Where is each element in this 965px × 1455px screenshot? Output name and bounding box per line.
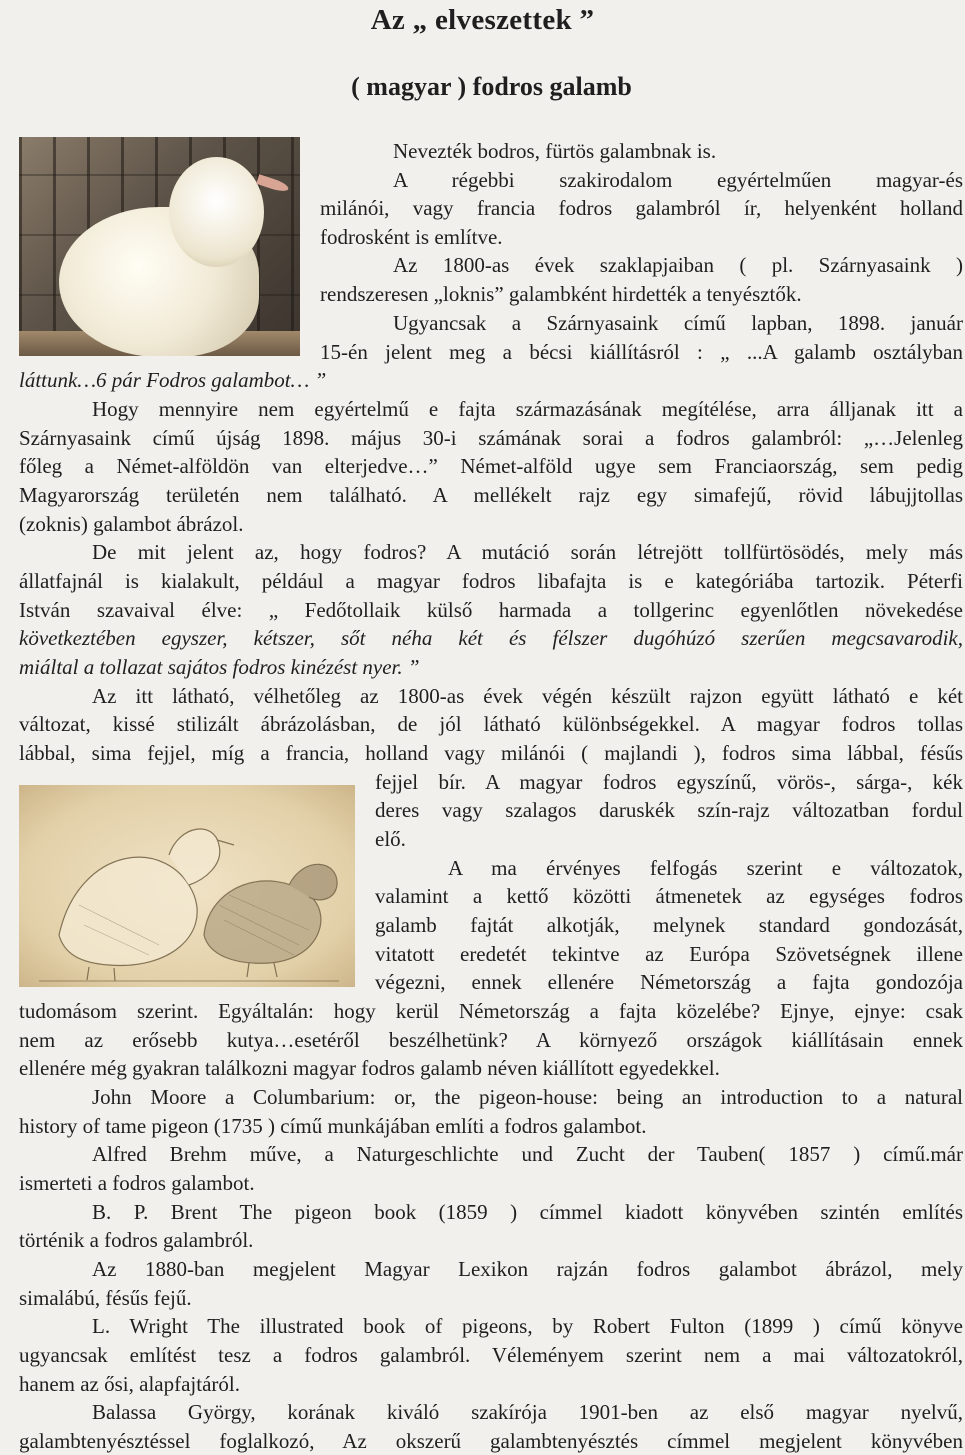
text-line: A ma érvényes felfogás szerint e változatok, bbox=[448, 856, 963, 880]
text-line: végezni, ennek ellenére Németország a fajta gondozója bbox=[375, 970, 963, 994]
text-line: hanem az ősi, alapfajtáról. bbox=[19, 1372, 240, 1396]
text-line: deres vagy szalagos daruskék szín-rajz változatban fordul bbox=[375, 798, 963, 822]
text-line: láttunk…6 pár Fodros galambot… ” bbox=[19, 368, 327, 392]
text-line: L. Wright The illustrated book of pigeons, by Robert Fulton (1899 ) című könyve bbox=[92, 1314, 963, 1338]
text-line: milánói, vagy francia fodros galambról ír, helyenként holland bbox=[320, 196, 963, 220]
text-line: nem az erősebb kutya…esetéről beszélhetünk? A környező országok kiállításain ennek bbox=[19, 1028, 963, 1052]
text-line: Balassa György, korának kiváló szakírója 1901-ben az első magyar nyelvű, bbox=[92, 1400, 963, 1424]
text-line: Szárnyasaink című újság 1898. május 30-i számának sorai a fodros galambról: „…Jelenleg bbox=[19, 426, 963, 450]
text-line: következtében egyszer, kétszer, sőt néha két és félszer dugóhúzó szerűen megcsavarodik, bbox=[19, 626, 963, 650]
text-line: Hogy mennyire nem egyértelmű e fajta származásának megítélése, arra álljanak itt a bbox=[92, 397, 963, 421]
text-line: B. P. Brent The pigeon book (1859 ) címmel kiadott könyvében szintén említés bbox=[92, 1200, 963, 1224]
text-line: ismerteti a fodros galambot. bbox=[19, 1171, 255, 1195]
text-line: Magyarország területén nem található. A mellékelt rajz egy simafejű, rövid lábujjtollas bbox=[19, 483, 963, 507]
text-line: lábbal, sima fejjel, míg a francia, holland vagy milánói ( majlandi ), fodros sima lábbal, fésűs bbox=[19, 741, 963, 765]
text-line: fejjel bír. A magyar fodros egyszínű, vörös-, sárga-, kék bbox=[375, 770, 963, 794]
text-line: Alfred Brehm műve, a Naturgeschlichte und Zucht der Tauben( 1857 ) című.már bbox=[92, 1142, 963, 1166]
text-line: Nevezték bodros, fürtös galambnak is. bbox=[393, 139, 717, 163]
text-line: John Moore a Columbarium: or, the pigeon-house: being an introduction to a natural bbox=[92, 1085, 963, 1109]
text-line: fodrosként is említve. bbox=[320, 225, 503, 249]
text-line: elő. bbox=[375, 827, 406, 851]
text-line: állatfajnál is kialakult, például a magyar fodros libafajta is e kategóriába tartozik. Péterfi bbox=[19, 569, 963, 593]
text-line: De mit jelent az, hogy fodros? A mutáció során létrejött tollfürtösödés, mely más bbox=[92, 540, 963, 564]
text-line: változat, kissé stilizált ábrázolásban, de jól látható különbségekkel. A magyar fodros tollas bbox=[19, 712, 963, 736]
text-line: vitatott eredetét tekintve az Európa Szövetségnek illene bbox=[375, 942, 963, 966]
text-line: István szavaival élve: „ Fedőtollaik külső harmada a tollgerinc egyenlőtlen növekedése bbox=[19, 598, 963, 622]
article-subtitle: ( magyar ) fodros galamb bbox=[351, 72, 632, 101]
article-title: Az „ elveszettek ” bbox=[370, 4, 595, 36]
text-line: ellenére még gyakran találkozni magyar fodros galamb néven kiállított egyedekkel. bbox=[19, 1056, 720, 1080]
text-line: A régebbi szakirodalom egyértelműen magyar-és bbox=[393, 168, 963, 192]
text-line: Az 1880-ban megjelent Magyar Lexikon rajzán fodros galambot ábrázol, mely bbox=[92, 1257, 963, 1281]
pigeon-drawing bbox=[19, 785, 355, 987]
text-line: galamb fajtát alkotják, melynek standard gondozását, bbox=[375, 913, 963, 937]
pigeon-photo bbox=[19, 137, 300, 356]
text-line: főleg a Német-alföldön van elterjedve…” Német-alföld ugye sem Franciaország, sem pedig bbox=[19, 454, 963, 478]
text-line: Ugyancsak a Szárnyasaink című lapban, 1898. január bbox=[393, 311, 963, 335]
text-line: tudomásom szerint. Egyáltalán: hogy kerül Németország a fajta közelébe? Ejnye, ejnye: csak bbox=[19, 999, 963, 1023]
text-line: galambtenyésztéssel foglalkozó, Az okszerű galambtenyésztés címmel megjelent könyvében bbox=[19, 1429, 963, 1453]
text-line: ugyancsak említést tesz a fodros galambról. Véleményem szerint nem a mai változatokról, bbox=[19, 1343, 963, 1367]
text-line: Az 1800-as évek szaklapjaiban ( pl. Szárnyasaink ) bbox=[393, 253, 963, 277]
text-line: 15-én jelent meg a bécsi kiállításról : „ ...A galamb osztályban bbox=[320, 340, 963, 364]
text-line: miáltal a tollazat sajátos fodros kinézést nyer. ” bbox=[19, 655, 420, 679]
text-line: történik a fodros galambról. bbox=[19, 1228, 254, 1252]
text-line: rendszeresen „loknis” galambként hirdették a tenyésztők. bbox=[320, 282, 802, 306]
text-line: Az itt látható, vélhetőleg az 1800-as évek végén készült rajzon együtt látható e két bbox=[92, 684, 963, 708]
text-line: valamint a kettő közötti átmenetek az egységes fodros bbox=[375, 884, 963, 908]
text-line: history of tame pigeon (1735 ) című munkájában említi a fodros galambot. bbox=[19, 1114, 647, 1138]
text-line: (zoknis) galambot ábrázol. bbox=[19, 512, 244, 536]
text-line: simalábú, fésűs fejű. bbox=[19, 1286, 192, 1310]
